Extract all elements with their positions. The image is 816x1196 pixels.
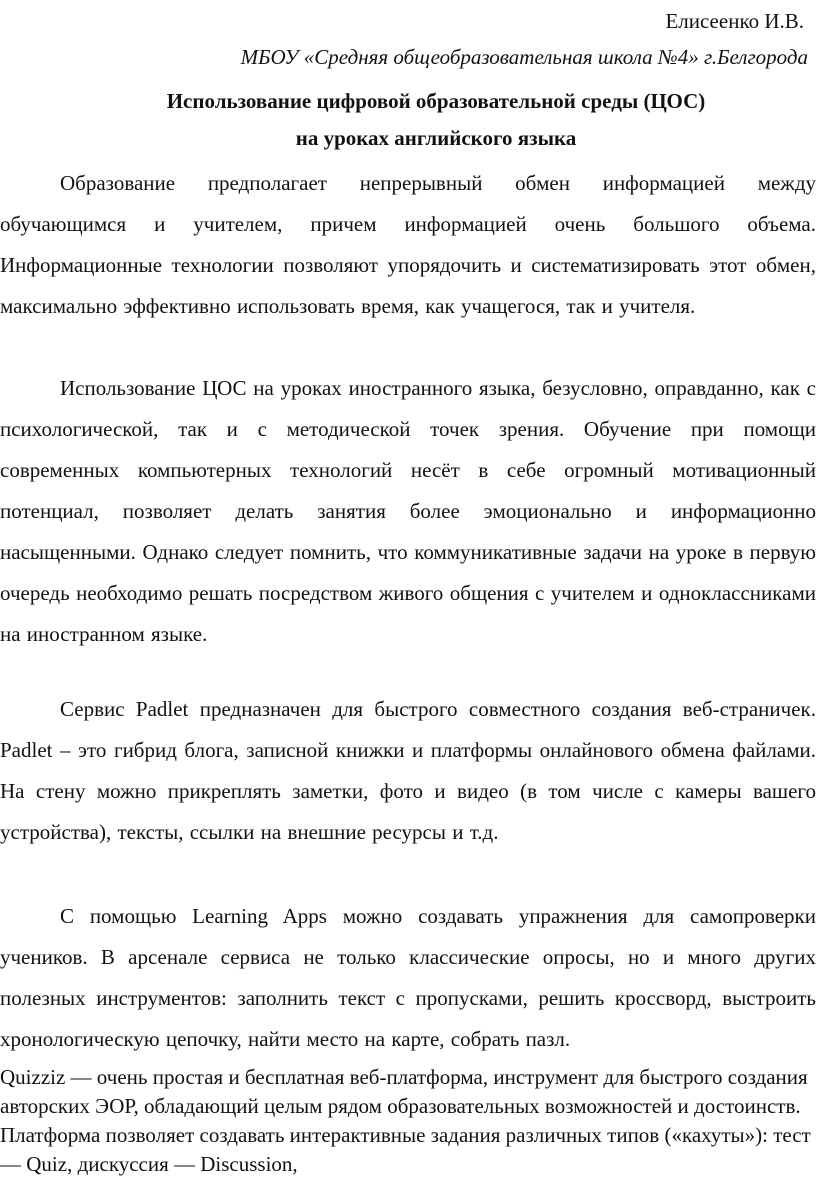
- document-title-line-2: на уроках английского языка: [295, 126, 577, 150]
- document-title-line-1: Использование цифровой образовательной среды (ЦОС): [166, 89, 706, 113]
- author-name: Елисеенко И.В.: [665, 9, 804, 33]
- school-name: МБОУ «Средняя общеобразовательная школа №4» г.Белгорода: [240, 45, 808, 69]
- paragraph-dle-usage: Использование ЦОС на уроках иностранного языка, безусловно, оправданно, как с психологической, так и с методической точек зрения. Обучение при помощи современных компьютерных технологий несёт в себе огромный мотивационный потенциал, позволяет делать занятия более эмоционально и информационно насыщенными. Однако следует помнить, что коммуникативные задачи на уроке в первую очередь необходимо решать посредством живого общения с учителем и одноклассниками на иностранном языке.: [0, 376, 816, 646]
- paragraph-quizziz: Quizziz — очень простая и бесплатная веб-платформа, инструмент для быстрого создания авторских ЭОР, обладающий целым рядом образовательных возможностей и достоинств. Платформа позволяет создавать интерактивные задания различных типов («кахуты»): тест — Quiz, дискуссия — Discussion,: [0, 1065, 811, 1176]
- paragraph-padlet: Сервис Padlet предназначен для быстрого совместного создания веб-страничек. Padlet – это гибрид блога, записной книжки и платформы онлайнового обмена файлами. На стену можно прикреплять заметки, фото и видео (в том числе с камеры вашего устройства), тексты, ссылки на внешние ресурсы и т.д.: [0, 697, 816, 844]
- paragraph-learning-apps: С помощью Learning Apps можно создавать упражнения для самопроверки учеников. В арсенале сервиса не только классические опросы, но и много других полезных инструментов: заполнить текст с пропусками, решить кроссворд, выстроить хронологическую цепочку, найти место на карте, собрать пазл.: [0, 904, 816, 1051]
- paragraph-education: Образование предполагает непрерывный обмен информацией между обучающимся и учителем, причем информацией очень большого объема. Информационные технологии позволяют упорядочить и систематизировать этот обмен, максимально эффективно использовать время, как учащегося, так и учителя.: [0, 171, 816, 318]
